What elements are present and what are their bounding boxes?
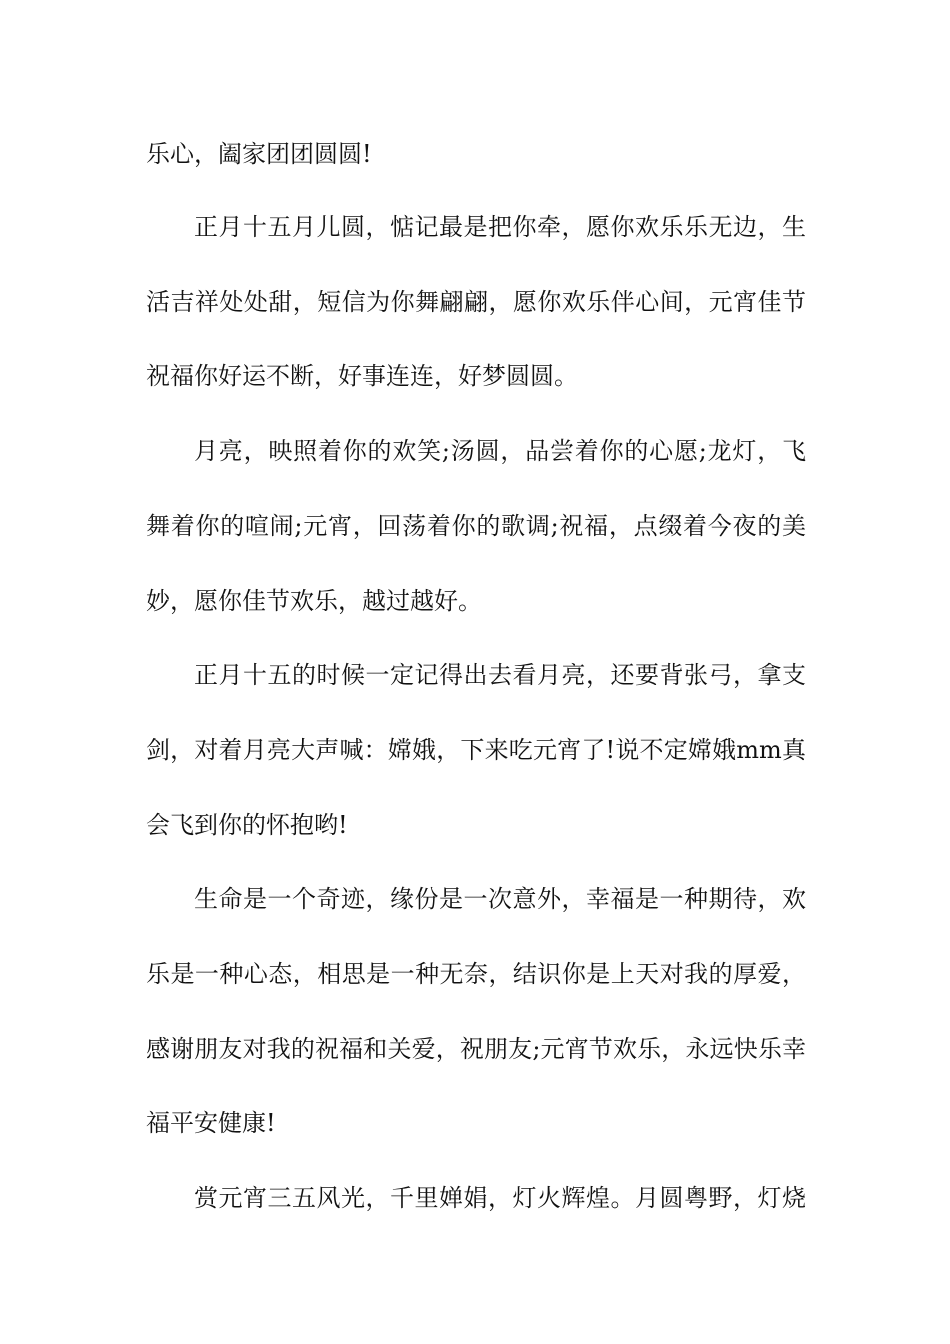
text-line: 会飞到你的怀抱哟! [146,811,348,839]
paragraph-first-line: 赏元宵三五风光，千里婵娟，灯火辉煌。月圆粤野，灯烧 [194,1184,806,1212]
text-line: 祝福你好运不断，好事连连，好梦圆圆。 [146,362,578,390]
text-line: 舞着你的喧闹;元宵，回荡着你的歌调;祝福，点缀着今夜的美 [146,512,806,540]
paragraph-first-line: 正月十五的时候一定记得出去看月亮，还要背张弓，拿支 [194,661,806,689]
text-line: 感谢朋友对我的祝福和关爱，祝朋友;元宵节欢乐，永远快乐幸 [146,1035,806,1063]
paragraph-first-line: 月亮，映照着你的欢笑;汤圆，品尝着你的心愿;龙灯，飞 [194,437,806,465]
text-line: 乐心，阖家团团圆圆! [146,140,372,168]
text-line: 福平安健康! [146,1109,276,1137]
text-line: 妙，愿你佳节欢乐，越过越好。 [146,587,482,615]
paragraph-first-line: 正月十五月儿圆，惦记最是把你牵，愿你欢乐乐无边，生 [194,213,806,241]
text-line: 剑，对着月亮大声喊：嫦娥，下来吃元宵了!说不定嫦娥mm真 [146,736,806,764]
text-line: 乐是一种心态，相思是一种无奈，结识你是上天对我的厚爱， [146,960,806,988]
text-line: 活吉祥处处甜，短信为你舞翩翩，愿你欢乐伴心间，元宵佳节 [146,288,806,316]
paragraph-first-line: 生命是一个奇迹，缘份是一次意外，幸福是一种期待，欢 [194,885,806,913]
